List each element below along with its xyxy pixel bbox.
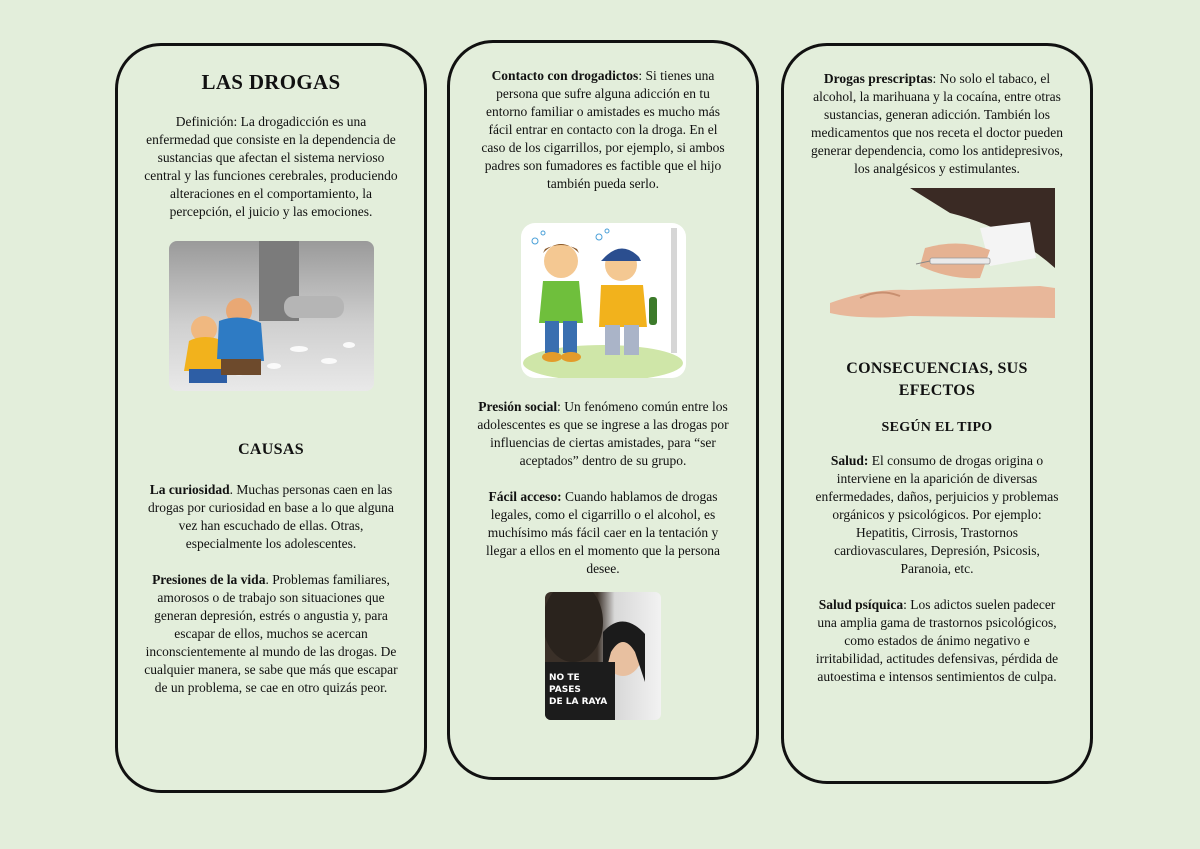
sad-boys-illustration xyxy=(169,241,374,391)
prescribed-text: : No solo el tabaco, el alcohol, la marihuana y la cocaína, entre otras sustancias, generan adicción. También los medicamentos que nos receta el doctor pueden generar dependencia, como los antidepresivos, los analgésicos y estimulantes. xyxy=(811,71,1063,176)
by-type-subtitle: SEGÚN EL TIPO xyxy=(881,420,993,435)
injection-illustration xyxy=(830,188,1055,330)
prescribed-paragraph xyxy=(810,70,1064,178)
injection-photo xyxy=(830,188,1055,330)
curiosity-text: . Muchas personas caen en las drogas por curiosidad en base a lo que alguna vez han escuchado de ellas. Otras, especialmente los adolescentes. xyxy=(148,482,394,551)
health-paragraph xyxy=(810,452,1064,578)
panel-left xyxy=(115,43,427,793)
access-text: Cuando hablamos de drogas legales, como el cigarrillo o el alcohol, es muchísimo más fácil caer en la tentación y llegar a ellos en el momento que la persona desee. xyxy=(486,489,720,576)
curiosity-paragraph xyxy=(144,481,398,553)
photo-sad-boys xyxy=(169,241,374,391)
contact-text: : Si tienes una persona que sufre alguna adicción en tu entorno familiar o amistades es mucho más fácil entrar en contacto con la droga. En el caso de los cigarrillos, por ejemplo, si ambos padres son fumadores es factible que el hijo también pueda serlo. xyxy=(481,68,725,191)
health-label: Salud: xyxy=(830,453,869,468)
panel-right xyxy=(781,43,1093,784)
prescribed-label: Drogas prescriptas xyxy=(823,71,933,86)
social-label: Presión social xyxy=(478,399,558,414)
poster-image xyxy=(545,592,661,720)
contact-label: Contacto con drogadictos xyxy=(491,68,639,83)
main-title: LAS DROGAS xyxy=(201,70,341,94)
social-paragraph xyxy=(476,398,730,470)
poster-line-2: PASES xyxy=(549,685,581,695)
access-label: Fácil acceso: xyxy=(488,489,562,504)
definition-text: Definición: La drogadicción es una enfermedad que consiste en la dependencia de sustancias que afectan el sistema nervioso central y las funciones cerebrales, produciendo alteraciones en el comportamiento, la percepción, el juicio y las emociones. xyxy=(144,114,398,219)
poster-line-3: DE LA RAYA xyxy=(549,697,608,707)
contact-paragraph xyxy=(476,67,730,193)
causes-title: CAUSAS xyxy=(238,441,304,458)
social-text: : Un fenómeno común entre los adolescentes es que se ingrese a las drogas por influencias de ciertas amistades, para “ser aceptados” dentro de su grupo. xyxy=(477,399,729,468)
mental-health-paragraph xyxy=(810,596,1064,686)
consequences-title: CONSECUENCIAS, SUS EFECTOS xyxy=(846,360,1028,399)
cartoon-boys-illustration xyxy=(521,223,686,378)
mental-health-text: : Los adictos suelen padecer una amplia gama de trastornos psicológicos, como estados de ánimo negativo e irritabilidad, actitudes defensivas, pérdida de autoestima e intensos sentimientos de culpa. xyxy=(815,597,1059,684)
panel-middle xyxy=(447,40,759,780)
pressures-label: Presiones de la vida xyxy=(152,572,266,587)
health-text: El consumo de drogas origina o interviene en la aparición de diversas enfermedades, daños, perjuicios y problemas orgánicos y psicológicos. Por ejemplo: Hepatitis, Cirrosis, Trastornos cardiovasculares, Depresión, Psicosis, Paranoia, etc. xyxy=(815,453,1059,576)
cartoon-boys-image xyxy=(521,223,686,378)
access-paragraph xyxy=(476,488,730,578)
poster-caption xyxy=(549,672,607,708)
curiosity-label: La curiosidad xyxy=(149,482,230,497)
pressures-paragraph xyxy=(144,571,398,697)
poster-line-1: NO TE xyxy=(549,673,580,683)
pressures-text: . Problemas familiares, amorosos o de trabajo son situaciones que generan depresión, estrés o angustia y, para escapar de ellos, muchos se acercan inconscientemente al mundo de las drogas. De cualquier manera, se sabe que más que escapar de un problema, se cae en otro quizás peor. xyxy=(144,572,398,695)
mental-health-label: Salud psíquica xyxy=(818,597,904,612)
